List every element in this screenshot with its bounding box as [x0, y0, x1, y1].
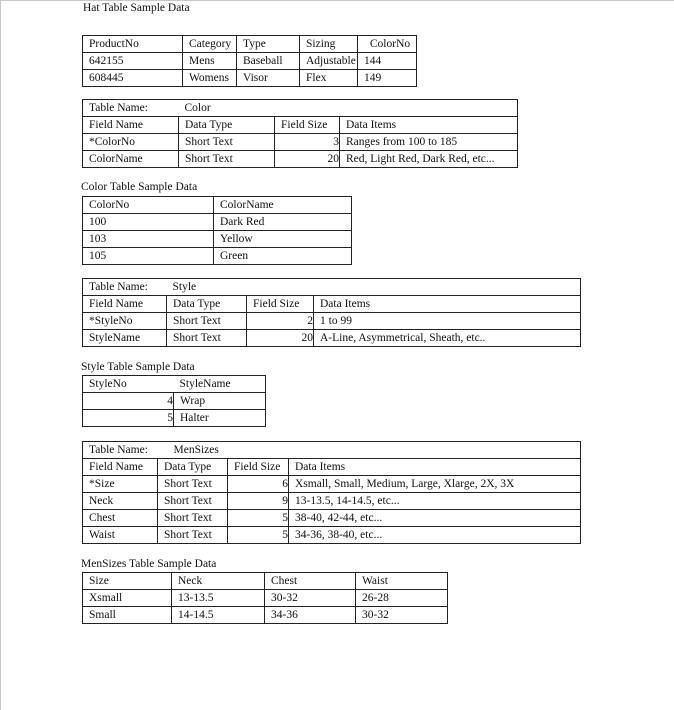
table-header-row [83, 117, 518, 134]
table-row [83, 590, 448, 607]
table-row [83, 231, 352, 248]
header-cell: Field Size [228, 459, 289, 476]
mensizes-table-definition [82, 441, 581, 544]
table-cell: 20 [247, 330, 314, 347]
table-row [83, 476, 581, 493]
table-cell: 103 [83, 231, 214, 248]
empty-cell [289, 442, 581, 459]
mensizes-sample-table [82, 572, 448, 624]
table-cell: 608445 [83, 70, 183, 87]
table-cell: Womens [183, 70, 237, 87]
table-cell: Ranges from 100 to 185 [340, 134, 518, 151]
empty-cell [247, 279, 314, 296]
empty-cell [314, 279, 581, 296]
table-header-row [83, 36, 417, 53]
header-cell: Chest [265, 573, 356, 590]
table-row [83, 330, 581, 347]
header-cell: ColorNo [83, 197, 214, 214]
table-cell: ColorName [83, 151, 179, 168]
header-cell: Neck [172, 573, 265, 590]
style-table-definition [82, 278, 581, 347]
header-cell: Field Name [83, 296, 167, 313]
table-cell: Short Text [167, 330, 247, 347]
table-cell: Short Text [158, 527, 228, 544]
empty-cell [275, 100, 340, 117]
table-cell: Yellow [214, 231, 352, 248]
header-cell: Data Type [179, 117, 275, 134]
table-cell: 20 [275, 151, 340, 168]
color-sample-table [82, 196, 352, 265]
table-cell: 2 [247, 313, 314, 330]
empty-cell [340, 100, 518, 117]
table-name-row [83, 279, 581, 296]
table-row [83, 214, 352, 231]
table-row [83, 410, 266, 427]
table-cell: Neck [83, 493, 158, 510]
table-cell: 30-32 [356, 607, 448, 624]
table-name-label: Table Name: [83, 442, 158, 459]
style-sample-table [82, 375, 266, 427]
header-cell: Field Size [247, 296, 314, 313]
table-row [83, 510, 581, 527]
table-cell: Short Text [179, 151, 275, 168]
table-cell: Waist [83, 527, 158, 544]
empty-cell [228, 442, 289, 459]
header-cell: ColorNo [358, 36, 417, 53]
table-cell: Xsmall [83, 590, 172, 607]
table-cell: Red, Light Red, Dark Red, etc... [340, 151, 518, 168]
hat-sample-table [82, 35, 417, 87]
table-cell: Short Text [158, 510, 228, 527]
table-row [83, 607, 448, 624]
table-cell: Green [214, 248, 352, 265]
table-row [83, 527, 581, 544]
table-row [83, 151, 518, 168]
header-cell: Data Type [167, 296, 247, 313]
table-name-row [83, 442, 581, 459]
table-cell: Short Text [158, 476, 228, 493]
table-cell: 4 [83, 393, 174, 410]
table-header-row [83, 296, 581, 313]
header-cell: Field Name [83, 117, 179, 134]
table-row [83, 134, 518, 151]
table-cell: *Size [83, 476, 158, 493]
color-sample-caption: Color Table Sample Data [81, 181, 198, 193]
table-row [83, 393, 266, 410]
header-cell: Data Items [340, 117, 518, 134]
table-row [83, 53, 417, 70]
table-cell: 100 [83, 214, 214, 231]
table-name-value: Color [179, 100, 275, 117]
table-cell: 13-13.5, 14-14.5, etc... [289, 493, 581, 510]
table-cell: *StyleNo [83, 313, 167, 330]
table-header-row [83, 197, 352, 214]
header-cell: Waist [356, 573, 448, 590]
table-cell: 149 [358, 70, 417, 87]
header-cell: Field Size [275, 117, 340, 134]
table-cell: 30-32 [265, 590, 356, 607]
header-cell: Type [237, 36, 300, 53]
table-name-label: Table Name: [83, 100, 179, 117]
table-cell: Adjustable [300, 53, 358, 70]
header-cell: Data Items [289, 459, 581, 476]
header-cell: StyleNo [83, 376, 174, 393]
header-cell: Size [83, 573, 172, 590]
table-row [83, 493, 581, 510]
table-cell: Short Text [179, 134, 275, 151]
style-sample-caption: Style Table Sample Data [81, 361, 195, 373]
table-name-value: Style [167, 279, 247, 296]
header-cell: ProductNo [83, 36, 183, 53]
table-cell: StyleName [83, 330, 167, 347]
header-cell: Field Name [83, 459, 158, 476]
table-cell: Short Text [158, 493, 228, 510]
table-cell: 9 [228, 493, 289, 510]
table-cell: Chest [83, 510, 158, 527]
table-row [83, 248, 352, 265]
table-header-row [83, 573, 448, 590]
table-cell: Dark Red [214, 214, 352, 231]
table-cell: 105 [83, 248, 214, 265]
table-cell: 38-40, 42-44, etc... [289, 510, 581, 527]
table-cell: 13-13.5 [172, 590, 265, 607]
table-cell: 5 [228, 510, 289, 527]
table-cell: Flex [300, 70, 358, 87]
table-cell: Small [83, 607, 172, 624]
table-cell: Wrap [174, 393, 266, 410]
header-cell: StyleName [174, 376, 266, 393]
table-cell: 6 [228, 476, 289, 493]
table-cell: Xsmall, Small, Medium, Large, Xlarge, 2X, 3X [289, 476, 581, 493]
table-cell: *ColorNo [83, 134, 179, 151]
table-cell: A-Line, Asymmetrical, Sheath, etc.. [314, 330, 581, 347]
table-name-value: MenSizes [158, 442, 228, 459]
header-cell: ColorName [214, 197, 352, 214]
mensizes-sample-caption: MenSizes Table Sample Data [81, 558, 217, 570]
header-cell: Sizing [300, 36, 358, 53]
table-cell: 3 [275, 134, 340, 151]
table-name-label: Table Name: [83, 279, 167, 296]
table-cell: Halter [174, 410, 266, 427]
table-cell: 14-14.5 [172, 607, 265, 624]
color-table-definition [82, 99, 518, 168]
header-cell: Category [183, 36, 237, 53]
table-cell: Short Text [167, 313, 247, 330]
table-row [83, 313, 581, 330]
page-left-edge [0, 0, 1, 710]
table-cell: 26-28 [356, 590, 448, 607]
table-cell: 5 [228, 527, 289, 544]
table-cell: Baseball [237, 53, 300, 70]
table-cell: 144 [358, 53, 417, 70]
table-cell: 5 [83, 410, 174, 427]
table-cell: 34-36 [265, 607, 356, 624]
table-header-row [83, 459, 581, 476]
header-cell: Data Type [158, 459, 228, 476]
table-cell: 34-36, 38-40, etc... [289, 527, 581, 544]
table-name-row [83, 100, 518, 117]
page-top-edge [0, 0, 674, 1]
table-cell: Visor [237, 70, 300, 87]
table-header-row [83, 376, 266, 393]
header-cell: Data Items [314, 296, 581, 313]
hat-sample-caption: Hat Table Sample Data [83, 2, 190, 14]
table-cell: Mens [183, 53, 237, 70]
table-cell: 642155 [83, 53, 183, 70]
table-row [83, 70, 417, 87]
table-cell: 1 to 99 [314, 313, 581, 330]
